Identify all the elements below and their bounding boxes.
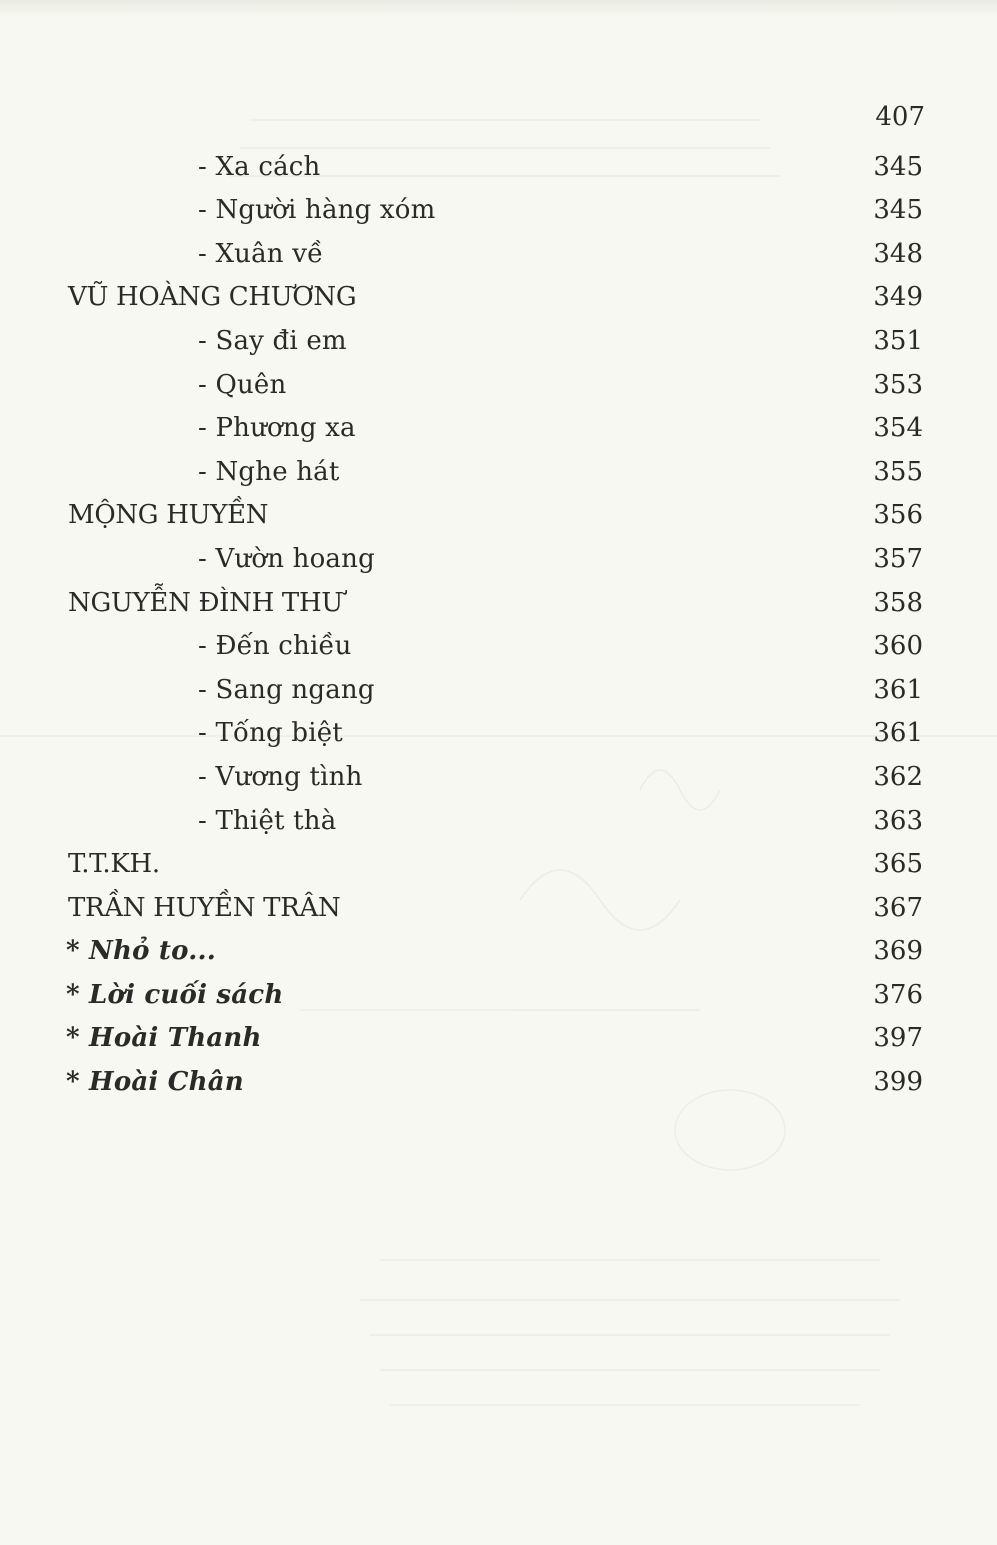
page-number: 367 [873, 892, 923, 923]
poem-title: - Xa cách [198, 151, 321, 182]
page-number: 361 [873, 718, 923, 749]
note-title: * Nhỏ to... [66, 936, 216, 967]
page-number: 397 [873, 1023, 923, 1054]
page-number: 358 [873, 587, 923, 618]
page-top-edge [0, 0, 997, 18]
poem-title: - Quên [198, 369, 287, 400]
page-number: 351 [873, 325, 923, 356]
poem-title: - Phương xa [198, 413, 356, 444]
toc-entry [0, 364, 997, 408]
toc-entry [0, 233, 997, 277]
page-number: 360 [873, 631, 923, 662]
table-of-contents [0, 102, 997, 1105]
toc-entry [0, 843, 997, 887]
note-title: * Hoài Thanh [66, 1023, 262, 1054]
toc-entry [0, 494, 997, 538]
toc-entry [0, 276, 997, 320]
toc-entry [0, 669, 997, 713]
author-name: TRẦN HUYỀN TRÂN [68, 892, 341, 923]
page-number: 355 [873, 456, 923, 487]
toc-entry [0, 625, 997, 669]
poem-title: - Tống biệt [198, 718, 343, 749]
toc-entry [0, 930, 997, 974]
page-number: 354 [873, 413, 923, 444]
page-number: 376 [873, 979, 923, 1010]
toc-entry [0, 320, 997, 364]
toc-entry [0, 189, 997, 233]
page-number: 407 [875, 102, 925, 132]
toc-entry [0, 451, 997, 495]
note-title: * Lời cuối sách [66, 979, 284, 1010]
toc-entry [0, 974, 997, 1018]
poem-title: - Người hàng xóm [198, 195, 436, 226]
page-number: 399 [873, 1067, 923, 1098]
toc-entry [0, 887, 997, 931]
toc-entry [0, 756, 997, 800]
page-number: 348 [873, 238, 923, 269]
page-number: 363 [873, 805, 923, 836]
poem-title: - Vườn hoang [198, 543, 375, 574]
toc-entry [0, 1061, 997, 1105]
toc-entry [0, 407, 997, 451]
author-name: NGUYỄN ĐÌNH THƯ [68, 587, 343, 618]
author-name: T.T.KH. [68, 849, 160, 880]
page-number: 353 [873, 369, 923, 400]
page-number: 345 [873, 195, 923, 226]
author-name: MỘNG HUYỀN [68, 500, 269, 531]
page-number: 356 [873, 500, 923, 531]
page-number: 365 [873, 849, 923, 880]
poem-title: - Thiệt thà [198, 805, 337, 836]
toc-entry [0, 1017, 997, 1061]
poem-title: - Sang ngang [198, 674, 375, 705]
note-title: * Hoài Chân [66, 1067, 244, 1098]
poem-title: - Xuân về [198, 238, 324, 269]
poem-title: - Say đi em [198, 325, 347, 356]
page-number: 361 [873, 674, 923, 705]
toc-entry [0, 102, 997, 146]
poem-title: - Nghe hát [198, 456, 340, 487]
poem-title: - Đến chiều [198, 631, 352, 662]
toc-entry [0, 582, 997, 626]
page-number: 362 [873, 761, 923, 792]
toc-entry [0, 712, 997, 756]
poem-title: - Vương tình [198, 761, 363, 792]
page-number: 345 [873, 151, 923, 182]
toc-entry [0, 800, 997, 844]
toc-entry [0, 146, 997, 190]
page-number: 369 [873, 936, 923, 967]
toc-entry [0, 538, 997, 582]
page-number: 349 [873, 282, 923, 313]
author-name: VŨ HOÀNG CHƯƠNG [68, 282, 357, 313]
page-number: 357 [873, 543, 923, 574]
